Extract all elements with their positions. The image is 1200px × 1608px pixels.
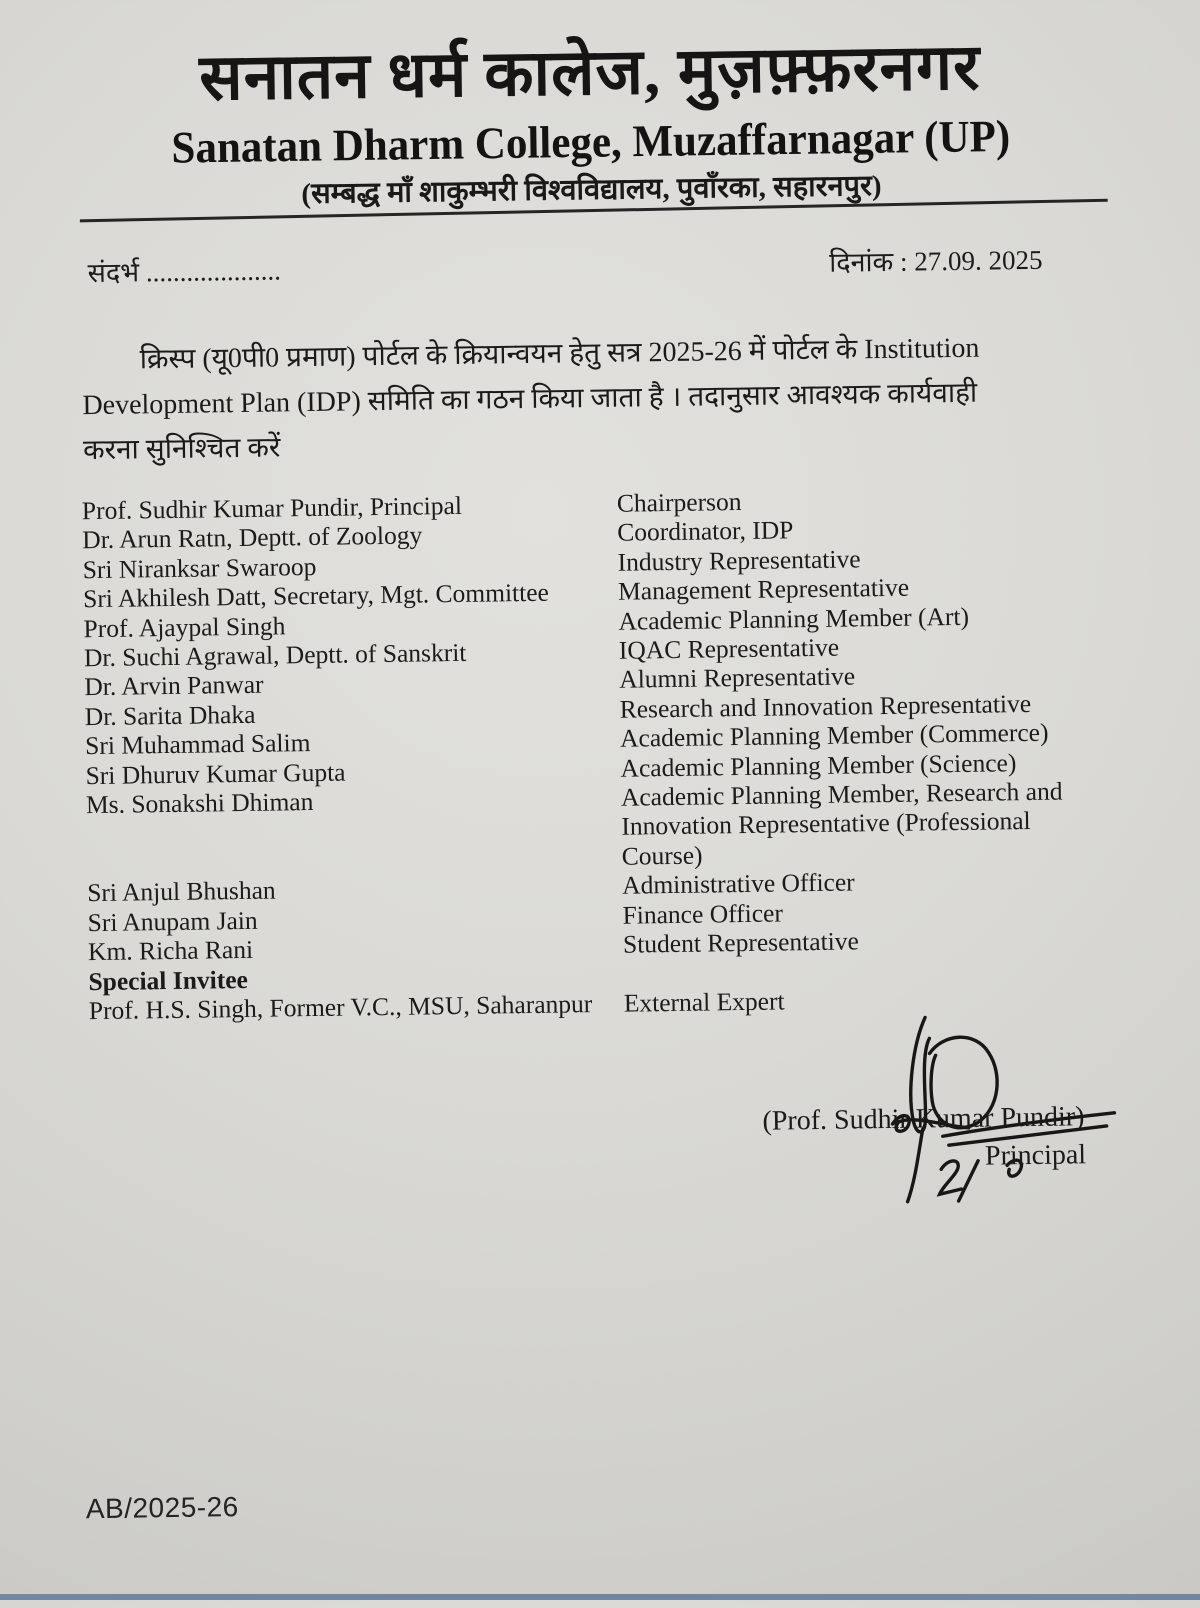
member-name: Dr. Arvin Panwar [84,670,264,702]
college-name-english: Sanatan Dharm College, Muzaffarnagar (UP) [171,112,1011,174]
body-paragraph [82,324,1098,473]
member-role: Management Representative [617,572,910,606]
member-role: Academic Planning Member (Commerce) [619,717,1049,753]
member-name: Km. Richa Rani [87,934,254,967]
external-expert-name: Prof. H.S. Singh, Former V.C., MSU, Saharanpur [88,989,593,1026]
member-name: Dr. Sarita Dhaka [84,699,256,732]
member-role: IQAC Representative [618,632,840,665]
signatory-designation: Principal [984,1139,1087,1172]
committee-row [86,776,1087,878]
member-name: Sri Muhammad Salim [84,728,311,761]
member-role: Industry Representative [617,544,861,577]
body-line-2: Development Plan (IDP) समिति का गठन किया जाता है । तदानुसार आवश्यक कार्यवाही [82,377,978,422]
affiliation-line: (सम्बद्ध माँ शाकुम्भरी विश्वविद्यालय, पुवाँरका, सहारनपुर) [301,170,882,211]
member-name: Sri Anupam Jain [87,905,258,937]
member-role: Academic Planning Member (Science) [620,747,1017,783]
date-label: दिनांक : 27.09. 2025 [829,244,1043,278]
scan-bottom-edge [0,1594,1200,1600]
member-role: Academic Planning Member (Art) [618,601,970,636]
meta-row [87,240,1042,290]
member-role: Academic Planning Member, Research and Innovation Representative (Professional Course) [620,776,1063,871]
member-name: Sri Dhuruv Kumar Gupta [85,757,346,790]
member-role: Chairperson [616,486,742,518]
member-name: Prof. Ajaypal Singh [83,611,286,643]
external-expert-role: External Expert [623,986,785,1018]
member-name: Prof. Sudhir Kumar Pundir, Principal [81,490,463,526]
signatory-name: (Prof. Sudhir Kumar Pundir) [762,1101,1085,1137]
member-role: Research and Innovation Representative [619,688,1032,724]
college-name-hindi: सनातन धर्म कालेज, मुज़फ़्फ़रनगर [198,31,981,114]
body-line-1: क्रिस्प (यू0पी0 प्रमाण) पोर्टल के क्रियान्वयन हेतु सत्र 2025-26 में पोर्टल के Institution [139,332,980,376]
member-name: Sri Anjul Bhushan [87,875,276,908]
body-line-3: करना सुनिश्चित करें [82,432,281,467]
reference-label: संदर्भ .................... [87,255,282,289]
member-name: Ms. Sonakshi Dhiman [85,787,314,820]
footer-reference: AB/2025-26 [85,1491,239,1525]
member-name: Dr. Suchi Agrawal, Deptt. of Sanskrit [83,637,467,673]
member-name: Dr. Arun Ratn, Deptt. of Zoology [82,520,423,555]
member-role: Student Representative [622,926,860,959]
member-role: Finance Officer [622,898,784,930]
committee-list [82,482,1088,966]
member-role: Alumni Representative [619,661,856,695]
special-invitee-heading: Special Invitee [88,964,249,996]
member-name: Sri Niranksar Swaroop [82,551,317,585]
committee-section [82,482,1089,1025]
member-role: Administrative Officer [621,867,855,900]
member-role: Coordinator, IDP [617,515,794,548]
member-name: Sri Akhilesh Datt, Secretary, Mgt. Committee [82,577,550,614]
